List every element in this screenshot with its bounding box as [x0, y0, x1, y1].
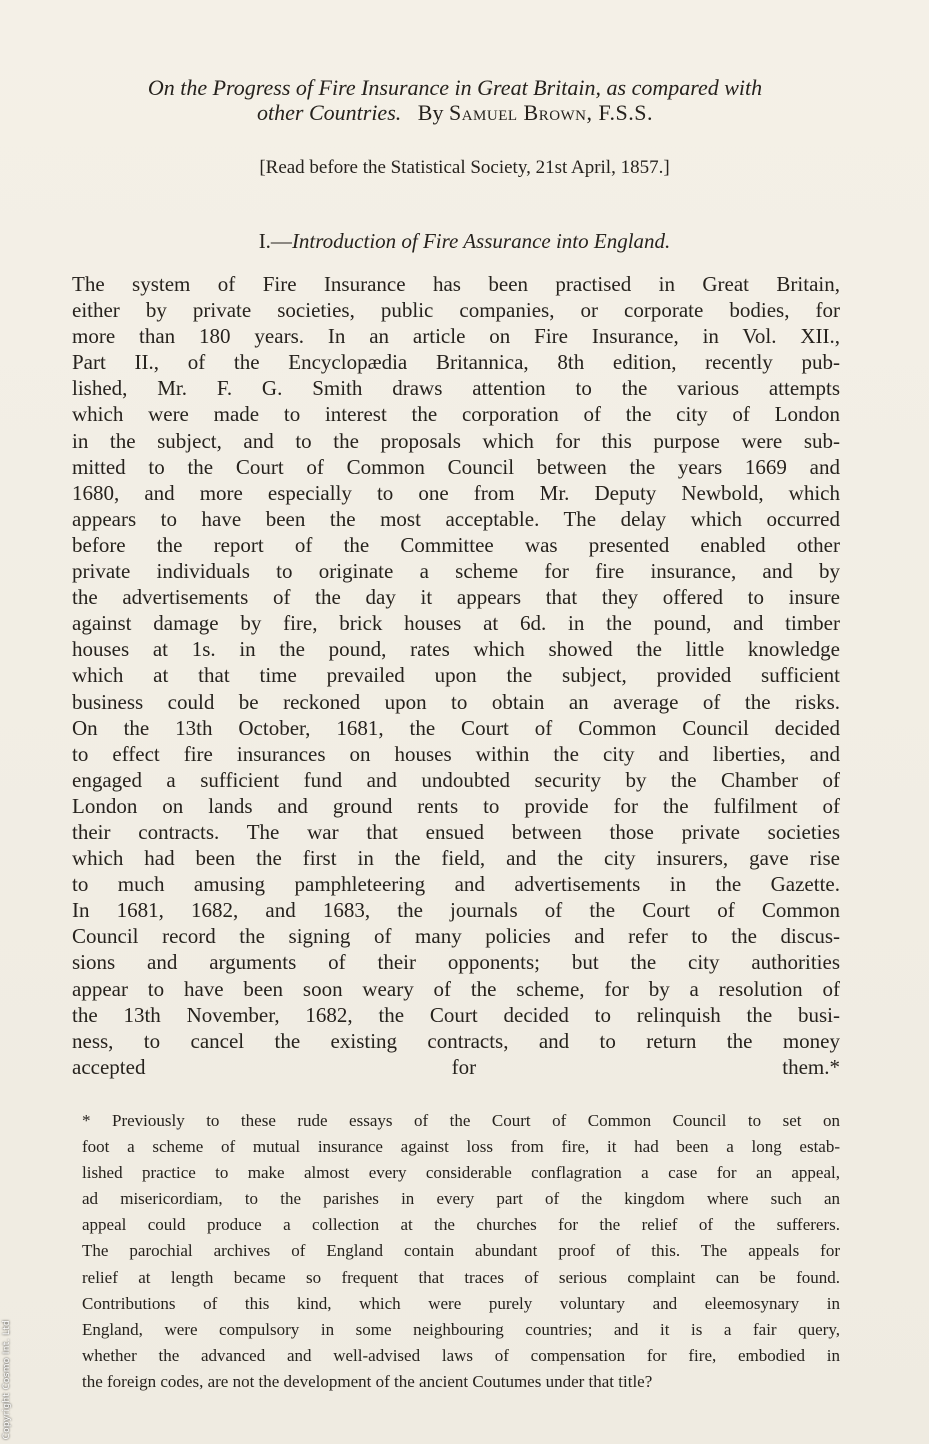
body-line: houses at 1s. in the pound, rates which showed the little knowledge	[72, 637, 840, 662]
body-line: the advertisements of the day it appears that they offered to insure	[72, 585, 840, 610]
body-line: the 13th November, 1682, the Court decided to relinquish the busi-	[72, 1002, 840, 1027]
body-line: The system of Fire Insurance has been practised in Great Britain,	[72, 272, 840, 296]
section-heading-text: Introduction of Fire Assurance into England.	[291, 229, 671, 253]
footnote-line: * Previously to these rude essays of the Court of Common Council to set on	[82, 1111, 840, 1130]
footnote	[82, 1110, 840, 1397]
body-line: to effect fire insurances on houses within the city and liberties, and	[72, 741, 840, 766]
body-line: their contracts. The war that ensued between those private societies	[72, 819, 840, 844]
body-line: In 1681, 1682, and 1683, the journals of the Court of Common	[72, 898, 840, 923]
footnote-line: lished practice to make almost every considerable conflagration a case for an appeal,	[82, 1163, 840, 1183]
body-line: private individuals to originate a scheme for fire insurance, and by	[72, 559, 840, 584]
body-line: lished, Mr. F. G. Smith draws attention to the various attempts	[72, 376, 840, 401]
section-heading	[0, 229, 929, 254]
body-line: sions and arguments of their opponents; but the city authorities	[72, 950, 840, 975]
body-line: which had been the first in the field, and the city insurers, gave rise	[72, 846, 840, 871]
body-line: Part II., of the Encyclopædia Britannica, 8th edition, recently pub-	[72, 350, 840, 375]
body-line: before the report of the Committee was presented enabled other	[72, 532, 840, 557]
footnote-line: whether the advanced and well-advised laws of compensation for fire, embodied in	[82, 1345, 840, 1365]
footnote-line: ad misericordiam, to the parishes in every part of the kingdom where such an	[82, 1189, 840, 1209]
footnote-line: Contributions of this kind, which were purely voluntary and eleemosynary in	[82, 1293, 840, 1313]
copyright-watermark: Copyright Cosmo Int. Ltd	[2, 1320, 12, 1440]
footnote-line: appeal could produce a collection at the churches for the relief of the sufferers.	[82, 1215, 840, 1235]
body-line: Council record the signing of many policies and refer to the discus-	[72, 924, 840, 949]
body-line: ness, to cancel the existing contracts, and to return the money	[72, 1028, 840, 1053]
body-line: to much amusing pamphleteering and advertisements in the Gazette.	[72, 872, 840, 897]
footnote-line: the foreign codes, are not the development of the ancient Coutumes under that title?	[82, 1371, 653, 1391]
body-line: business could be reckoned upon to obtain an average of the risks.	[72, 689, 840, 714]
body-line: mitted to the Court of Common Council between the years 1669 and	[72, 454, 840, 479]
body-line: which were made to interest the corporation of the city of London	[72, 402, 840, 427]
author-name: Samuel Brown, F.S.S.	[448, 100, 653, 125]
footnote-line: The parochial archives of England contain abundant proof of this. The appeals for	[82, 1241, 840, 1261]
footnote-line: relief at length became so frequent that traces of serious complaint can be found.	[82, 1267, 840, 1287]
body-line: London on lands and ground rents to provide for the fulfilment of	[72, 793, 840, 818]
body-line: 1680, and more especially to one from Mr. Deputy Newbold, which	[72, 480, 840, 505]
body-text	[72, 271, 840, 1080]
body-line: engaged a sufficient fund and undoubted security by the Chamber of	[72, 767, 840, 792]
title-line-2-italic: other Countries.	[257, 100, 402, 125]
body-line: which at that time prevailed upon the subject, provided sufficient	[72, 663, 840, 688]
body-line: in the subject, and to the proposals which for this purpose were sub-	[72, 428, 840, 453]
body-line: either by private societies, public companies, or corporate bodies, for	[72, 298, 840, 323]
body-line: against damage by fire, brick houses at 6d. in the pound, and timber	[72, 611, 840, 636]
title-line-1: On the Progress of Fire Insurance in Great Britain, as compared with	[147, 75, 763, 100]
read-note: [Read before the Statistical Society, 21st April, 1857.]	[259, 157, 670, 178]
footnote-line: England, were compulsory in some neighbouring countries; and it is a fair query,	[82, 1319, 840, 1339]
body-line: more than 180 years. In an article on Fire Insurance, in Vol. XII.,	[72, 324, 840, 349]
article-title	[70, 75, 840, 125]
body-line: On the 13th October, 1681, the Court of Common Council decided	[72, 715, 840, 740]
body-line: appear to have been soon weary of the scheme, for by a resolution of	[72, 976, 840, 1001]
title-line-2	[70, 100, 840, 125]
footnote-line: foot a scheme of mutual insurance against loss from fire, it had been a long estab-	[82, 1137, 840, 1157]
title-by: By	[417, 100, 444, 125]
section-numeral: I.—	[258, 229, 292, 253]
body-line: appears to have been the most acceptable. The delay which occurred	[72, 506, 840, 531]
body-line: accepted for them.*	[72, 1054, 840, 1079]
